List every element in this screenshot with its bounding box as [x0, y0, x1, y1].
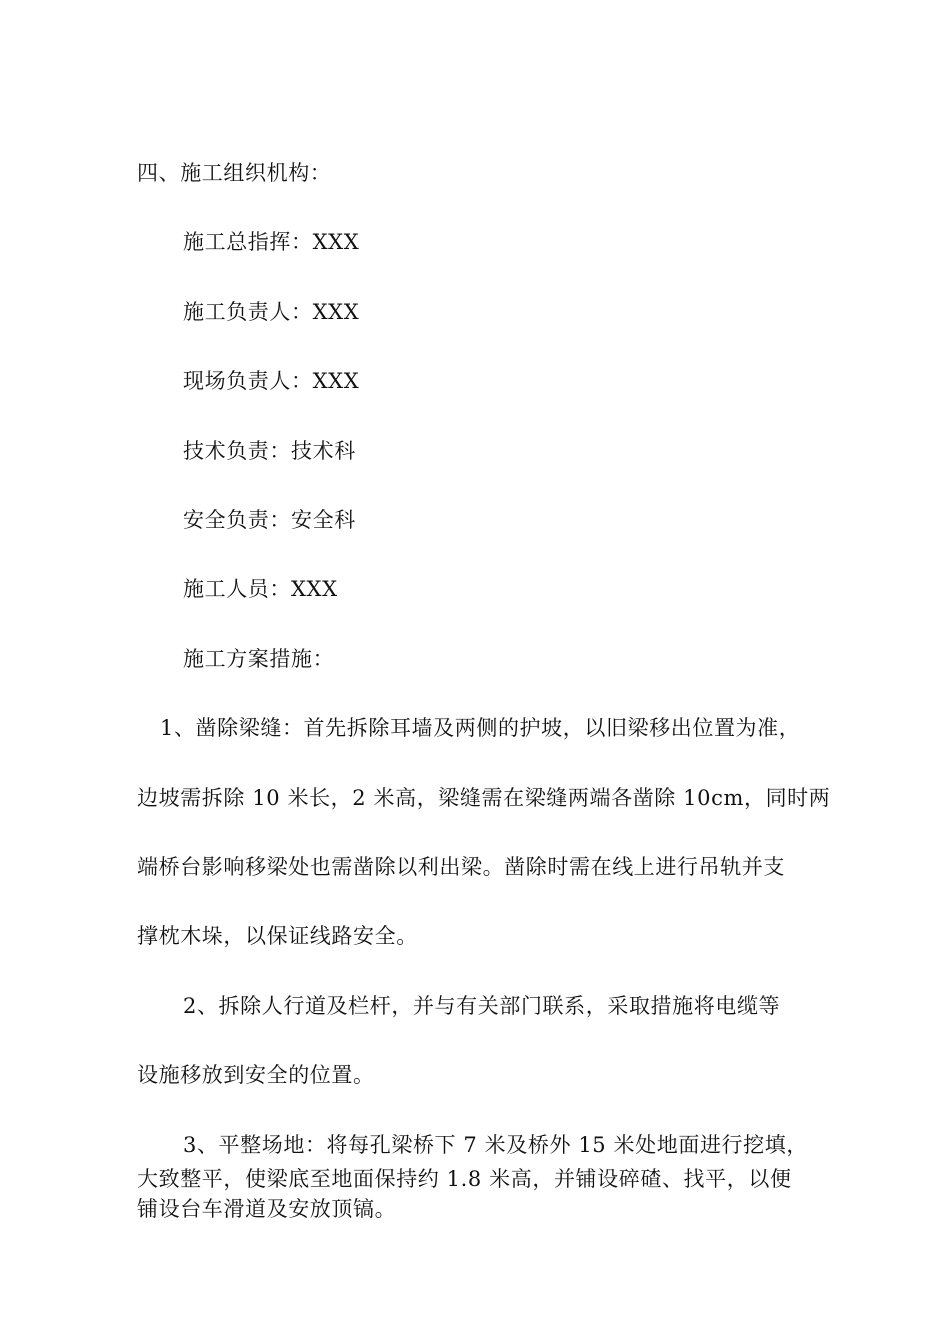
- step2-line-2: 设施移放到安全的位置。: [137, 1063, 375, 1087]
- step2-line-1: 2、拆除人行道及栏杆，并与有关部门联系，采取措施将电缆等: [183, 994, 781, 1018]
- org-item-commander: 施工总指挥：XXX: [183, 230, 360, 254]
- step3-line-2: 大致整平，使梁底至地面保持约 1.8 米高，并铺设碎碴、找平，以便: [137, 1167, 792, 1191]
- step1-line-3: 端桥台影响移梁处也需凿除以利出梁。凿除时需在线上进行吊轨并支: [137, 855, 785, 879]
- org-item-site-lead: 现场负责人：XXX: [183, 369, 360, 393]
- step1-line-1: 1、凿除梁缝：首先拆除耳墙及两侧的护坡，以旧梁移出位置为准，: [160, 716, 801, 740]
- org-item-construction-lead: 施工负责人：XXX: [183, 300, 360, 324]
- step1-line-4: 撑枕木垛，以保证线路安全。: [137, 924, 418, 948]
- section-heading: 四、施工组织机构：: [137, 161, 332, 185]
- step3-line-3: 铺设台车滑道及安放顶镐。: [137, 1197, 397, 1221]
- step1-line-2: 边坡需拆除 10 米长，2 米高，梁缝需在梁缝两端各凿除 10cm，同时两: [137, 786, 831, 810]
- org-item-personnel: 施工人员：XXX: [183, 577, 338, 601]
- org-item-safety: 安全负责：安全科: [183, 508, 356, 532]
- step3-line-1: 3、平整场地：将每孔梁桥下 7 米及桥外 15 米处地面进行挖填，: [183, 1133, 808, 1157]
- plan-title: 施工方案措施：: [183, 647, 335, 671]
- org-item-technical: 技术负责：技术科: [183, 439, 356, 463]
